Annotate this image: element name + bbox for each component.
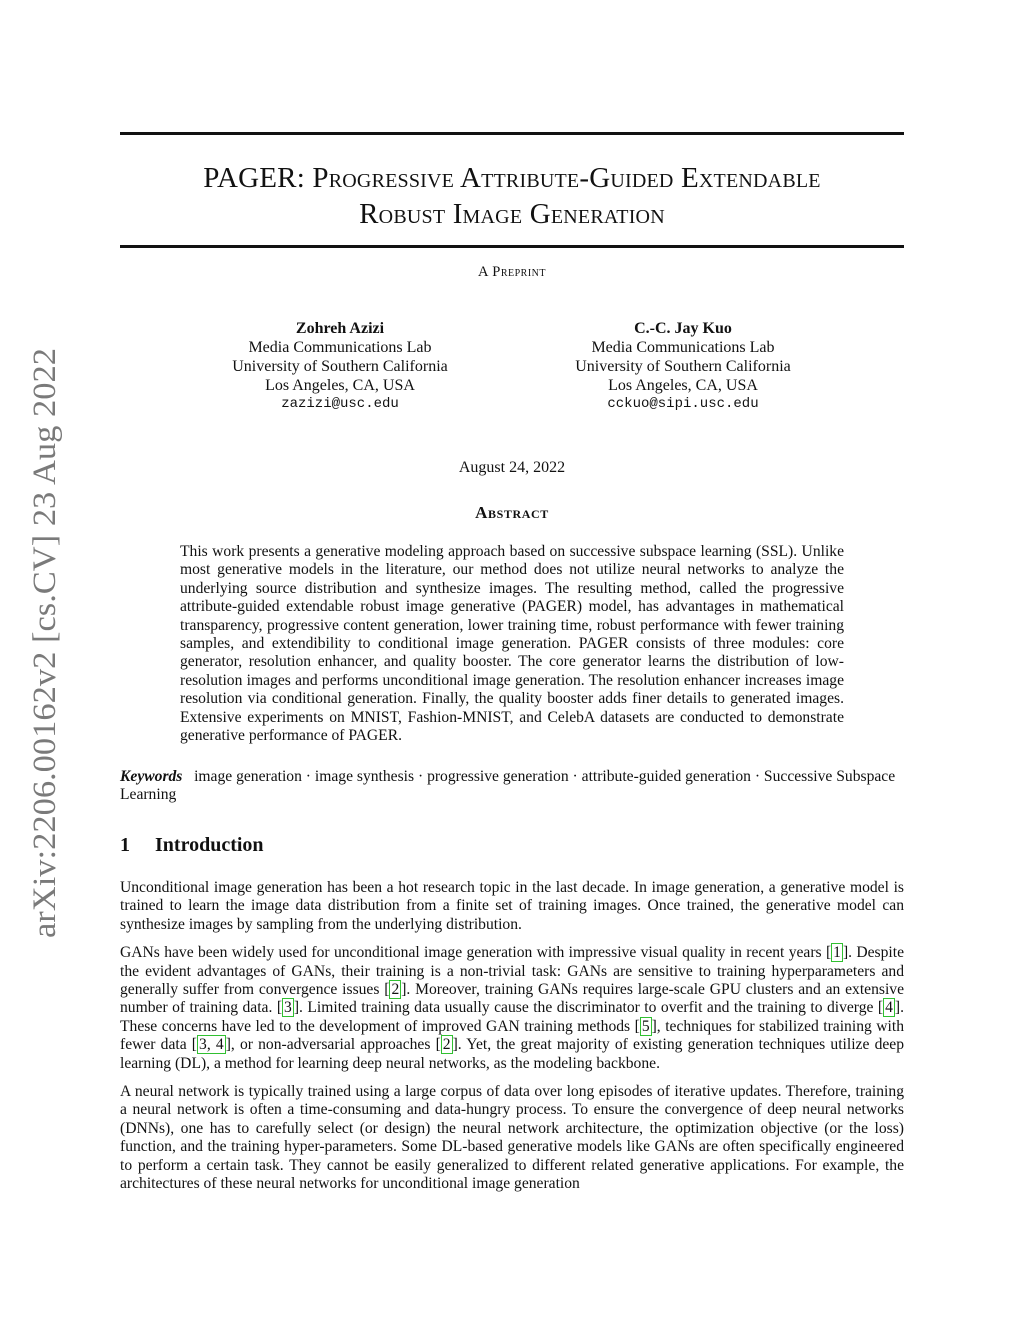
keywords-text: image generation · image synthesis · progressive generation · attribute-guided generation · Successive Subspace Learning	[120, 768, 896, 804]
text-segment: ]. Yet, the great majority of existing generation techniques utilize deep learning (DL), a method for learning deep neural networks, as the modeling backbone.	[120, 1036, 905, 1072]
author-name: Zohreh Azizi	[295, 320, 385, 337]
title-line-1: PAGER: Progressive Attribute-Guided Extendable	[203, 162, 821, 194]
title-bottom-rule	[120, 245, 904, 248]
abstract-heading: Abstract	[475, 503, 549, 522]
author-email[interactable]: zazizi@usc.edu	[281, 396, 399, 412]
citation-link[interactable]: 4	[885, 999, 893, 1017]
author-university: University of Southern California	[232, 358, 448, 375]
section-number: 1	[120, 834, 130, 856]
abstract-body: This work presents a generative modeling approach based on successive subspace learning (SSL). Unlike most generative models in the literature, our method does not utilize neural networks to analyze the underlying source distribution and synthesize images. The resulting method, called the progressive attribute-guided extendable robust image generative (PAGER) model, has advantages in mathematical transparency, progressive content generation, lower training time, robust performance with fewer training samples, and extendibility to conditional image generation. PAGER consists of three modules: core generator, resolution enhancer, and quality booster. The core generator learns the distribution of low-resolution images and performs unconditional image generation. The resolution enhancer increases image resolution via conditional generation. Finally, the quality booster adds finer details to generated images. Extensive experiments on MNIST, Fashion-MNIST, and CelebA datasets are conducted to demonstrate generative performance of PAGER.	[180, 543, 844, 745]
author-email[interactable]: cckuo@sipi.usc.edu	[607, 396, 759, 412]
citation-link[interactable]: 5	[641, 1017, 650, 1035]
text-segment: GANs have been widely used for unconditional image generation with impressive visual quality in recent years [	[120, 944, 832, 962]
section-heading-introduction	[120, 834, 904, 857]
text-segment: ]. Limited training data usually cause the discriminator to overfit and the training to diverge [	[293, 999, 884, 1017]
citation-link[interactable]: 3, 4	[199, 1036, 224, 1054]
text-segment: ]. Moreover, training GANs requires large-scale GPU clusters and an extensive number of training data. [	[120, 981, 904, 1017]
author-lab: Media Communications Lab	[591, 339, 775, 356]
section-title: Introduction	[155, 834, 264, 856]
keywords-block	[120, 768, 904, 805]
author-location: Los Angeles, CA, USA	[608, 377, 758, 394]
citation-link[interactable]: 2	[391, 981, 400, 999]
author-block-2	[533, 319, 833, 414]
title-top-rule	[120, 132, 904, 135]
arxiv-stamp-graphic	[27, 348, 63, 938]
preprint-label: A Preprint	[477, 264, 547, 280]
citation-link[interactable]: 2	[442, 1036, 451, 1054]
text-segment: ], techniques for stabilized training with fewer data [	[120, 1017, 904, 1054]
citation-link[interactable]: 3	[284, 999, 292, 1017]
author-block-1	[190, 319, 490, 414]
text-segment: ], or non-adversarial approaches [	[225, 1036, 441, 1054]
author-location: Los Angeles, CA, USA	[265, 377, 415, 394]
author-lab: Media Communications Lab	[248, 339, 432, 356]
author-name: C.-C. Jay Kuo	[634, 320, 732, 337]
title-line-2: Robust Image Generation	[359, 198, 665, 230]
arxiv-stamp	[27, 348, 63, 938]
text-segment: ]. Despite the evident advantages of GANs, their training is a non-trivial task: GANs are sensitive to training hyperparameters and generally suffer from convergence issues [	[120, 944, 904, 999]
arxiv-stamp-text: arXiv:2206.00162v2 [cs.CV] 23 Aug 2022	[27, 373, 63, 938]
paragraph-3: A neural network is typically trained using a large corpus of data over long episodes of iterative updates. Therefore, training a neural network is often a time-consuming and data-hungry process. To ensure the convergence of deep neural networks (DNNs), one has to carefully select (or design) the neural network architecture, the optimization objective (or the loss) function, and the training hyper-parameters. Some DL-based generative models like GANs are often specifically engineered to perform a certain task. They cannot be easily generalized to different related generative applications. For example, the architectures of these neural networks for unconditional image generation	[120, 1083, 904, 1193]
text-segment: ]. These concerns have led to the development of improved GAN training methods [	[120, 999, 904, 1035]
paragraph-1: Unconditional image generation has been a hot research topic in the last decade. In image generation, a generative model is trained to learn the image data distribution from a finite set of training images. Once trained, the generative model can synthesize images by sampling from the underlying distribution.	[120, 879, 904, 933]
paper-title	[120, 160, 904, 232]
publication-date: August 24, 2022	[458, 459, 566, 476]
paragraph-2	[120, 944, 904, 1073]
author-university: University of Southern California	[575, 358, 791, 375]
introduction-body	[120, 879, 904, 1204]
citation-link[interactable]: 1	[833, 944, 841, 962]
keywords-label: Keywords	[120, 768, 183, 785]
keywords-spacer	[186, 768, 190, 785]
